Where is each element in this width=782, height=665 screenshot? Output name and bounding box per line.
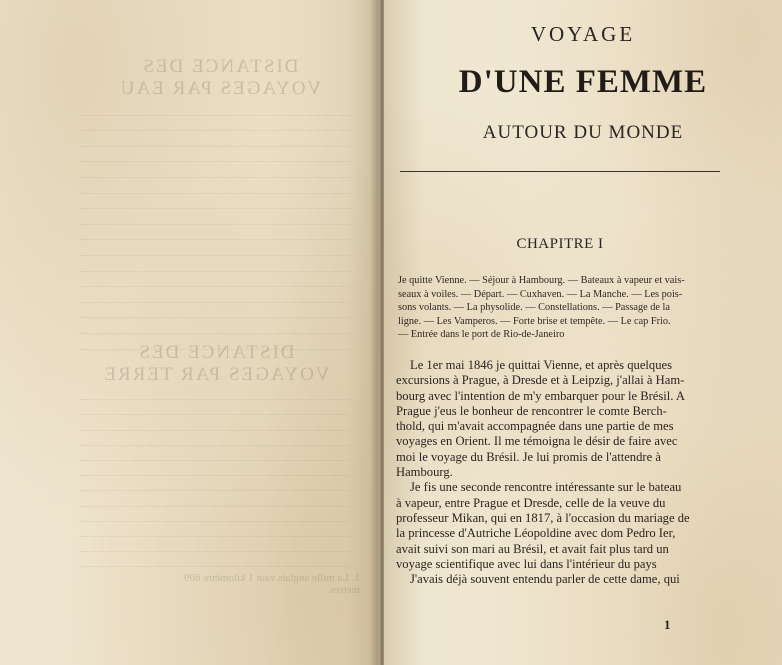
page-number: 1 — [664, 617, 671, 632]
body-line: voyages en Orient. Il me témoigna le désir de faire avec — [396, 434, 678, 449]
body-line: Je fis une seconde rencontre intéressante sur le bateau — [410, 480, 682, 495]
book-title-top: VOYAGE — [530, 22, 636, 46]
summary-line: sons volants. — La physolide. — Constellations. — Passage de la — [398, 302, 670, 313]
summary-line: seaux à voiles. — Départ. — Cuxhaven. — La Manche. — Les pois- — [398, 288, 683, 300]
left-page — [0, 0, 378, 665]
body-line: avait suivi son mari au Brésil, et avait fait plus tard un — [396, 541, 669, 556]
body-line: J'avais déjà souvent entendu parler de cette dame, qui — [410, 572, 680, 587]
book-title-main: D'UNE FEMME — [458, 64, 708, 100]
book-title-sub: AUTOUR DU MONDE — [482, 122, 684, 143]
left-page-bleed-title: DISTANCE DES VOYAGES PAR EAU — [118, 56, 322, 99]
body-line: moi le voyage du Brésil. Je lui promis de l'attendre à — [396, 449, 661, 464]
body-line: la princesse d'Autriche Léopoldine avec dom Pedro Ier, — [396, 526, 676, 541]
body-line: voyage scientifique avec lui dans l'intérieur du pays — [396, 556, 657, 571]
summary-line: Je quitte Vienne. — Séjour à Hambourg. — Bateaux à vapeur et vais- — [398, 275, 685, 286]
title-rule — [400, 171, 720, 172]
chapter-summary — [398, 274, 738, 342]
body-line: Le 1er mai 1846 je quittai Vienne, et après quelques — [410, 358, 672, 372]
summary-line: ligne. — Les Vamperos. — Forte brise et tempête. — Le cap Frio. — [398, 315, 671, 327]
chapter-heading: CHAPITRE I — [516, 236, 604, 252]
body-line: professeur Mikan, qui en 1817, à l'occasion du mariage de — [396, 510, 690, 525]
left-page-bleed-lines-2 — [80, 385, 350, 567]
left-page-bleed-footnote: 1. La mille anglais vaut 1 kilomètre 609 mètres. — [184, 572, 360, 596]
body-line: Hambourg. — [396, 465, 453, 480]
body-line: Prague j'eus le bonheur de rencontrer le comte Berch- — [396, 403, 667, 418]
body-line: à vapeur, entre Prague et Dresde, celle de la veuve du — [396, 495, 666, 510]
body-line: thold, qui m'avait accompagnée dans une partie de mes — [396, 419, 674, 434]
body-text — [396, 358, 742, 587]
left-page-bleed-title-2: DISTANCE DES VOYAGES PAR TERRE — [102, 342, 330, 385]
right-page — [384, 0, 782, 665]
left-page-bleed-lines — [80, 100, 350, 350]
body-line: excursions à Prague, à Dresde et à Leipzig, j'allai à Ham- — [396, 373, 685, 388]
body-line: bourg avec l'intention de m'y embarquer pour le Brésil. A — [396, 388, 685, 403]
summary-line: — Entrée dans le port de Rio-de-Janeiro — [398, 329, 565, 340]
